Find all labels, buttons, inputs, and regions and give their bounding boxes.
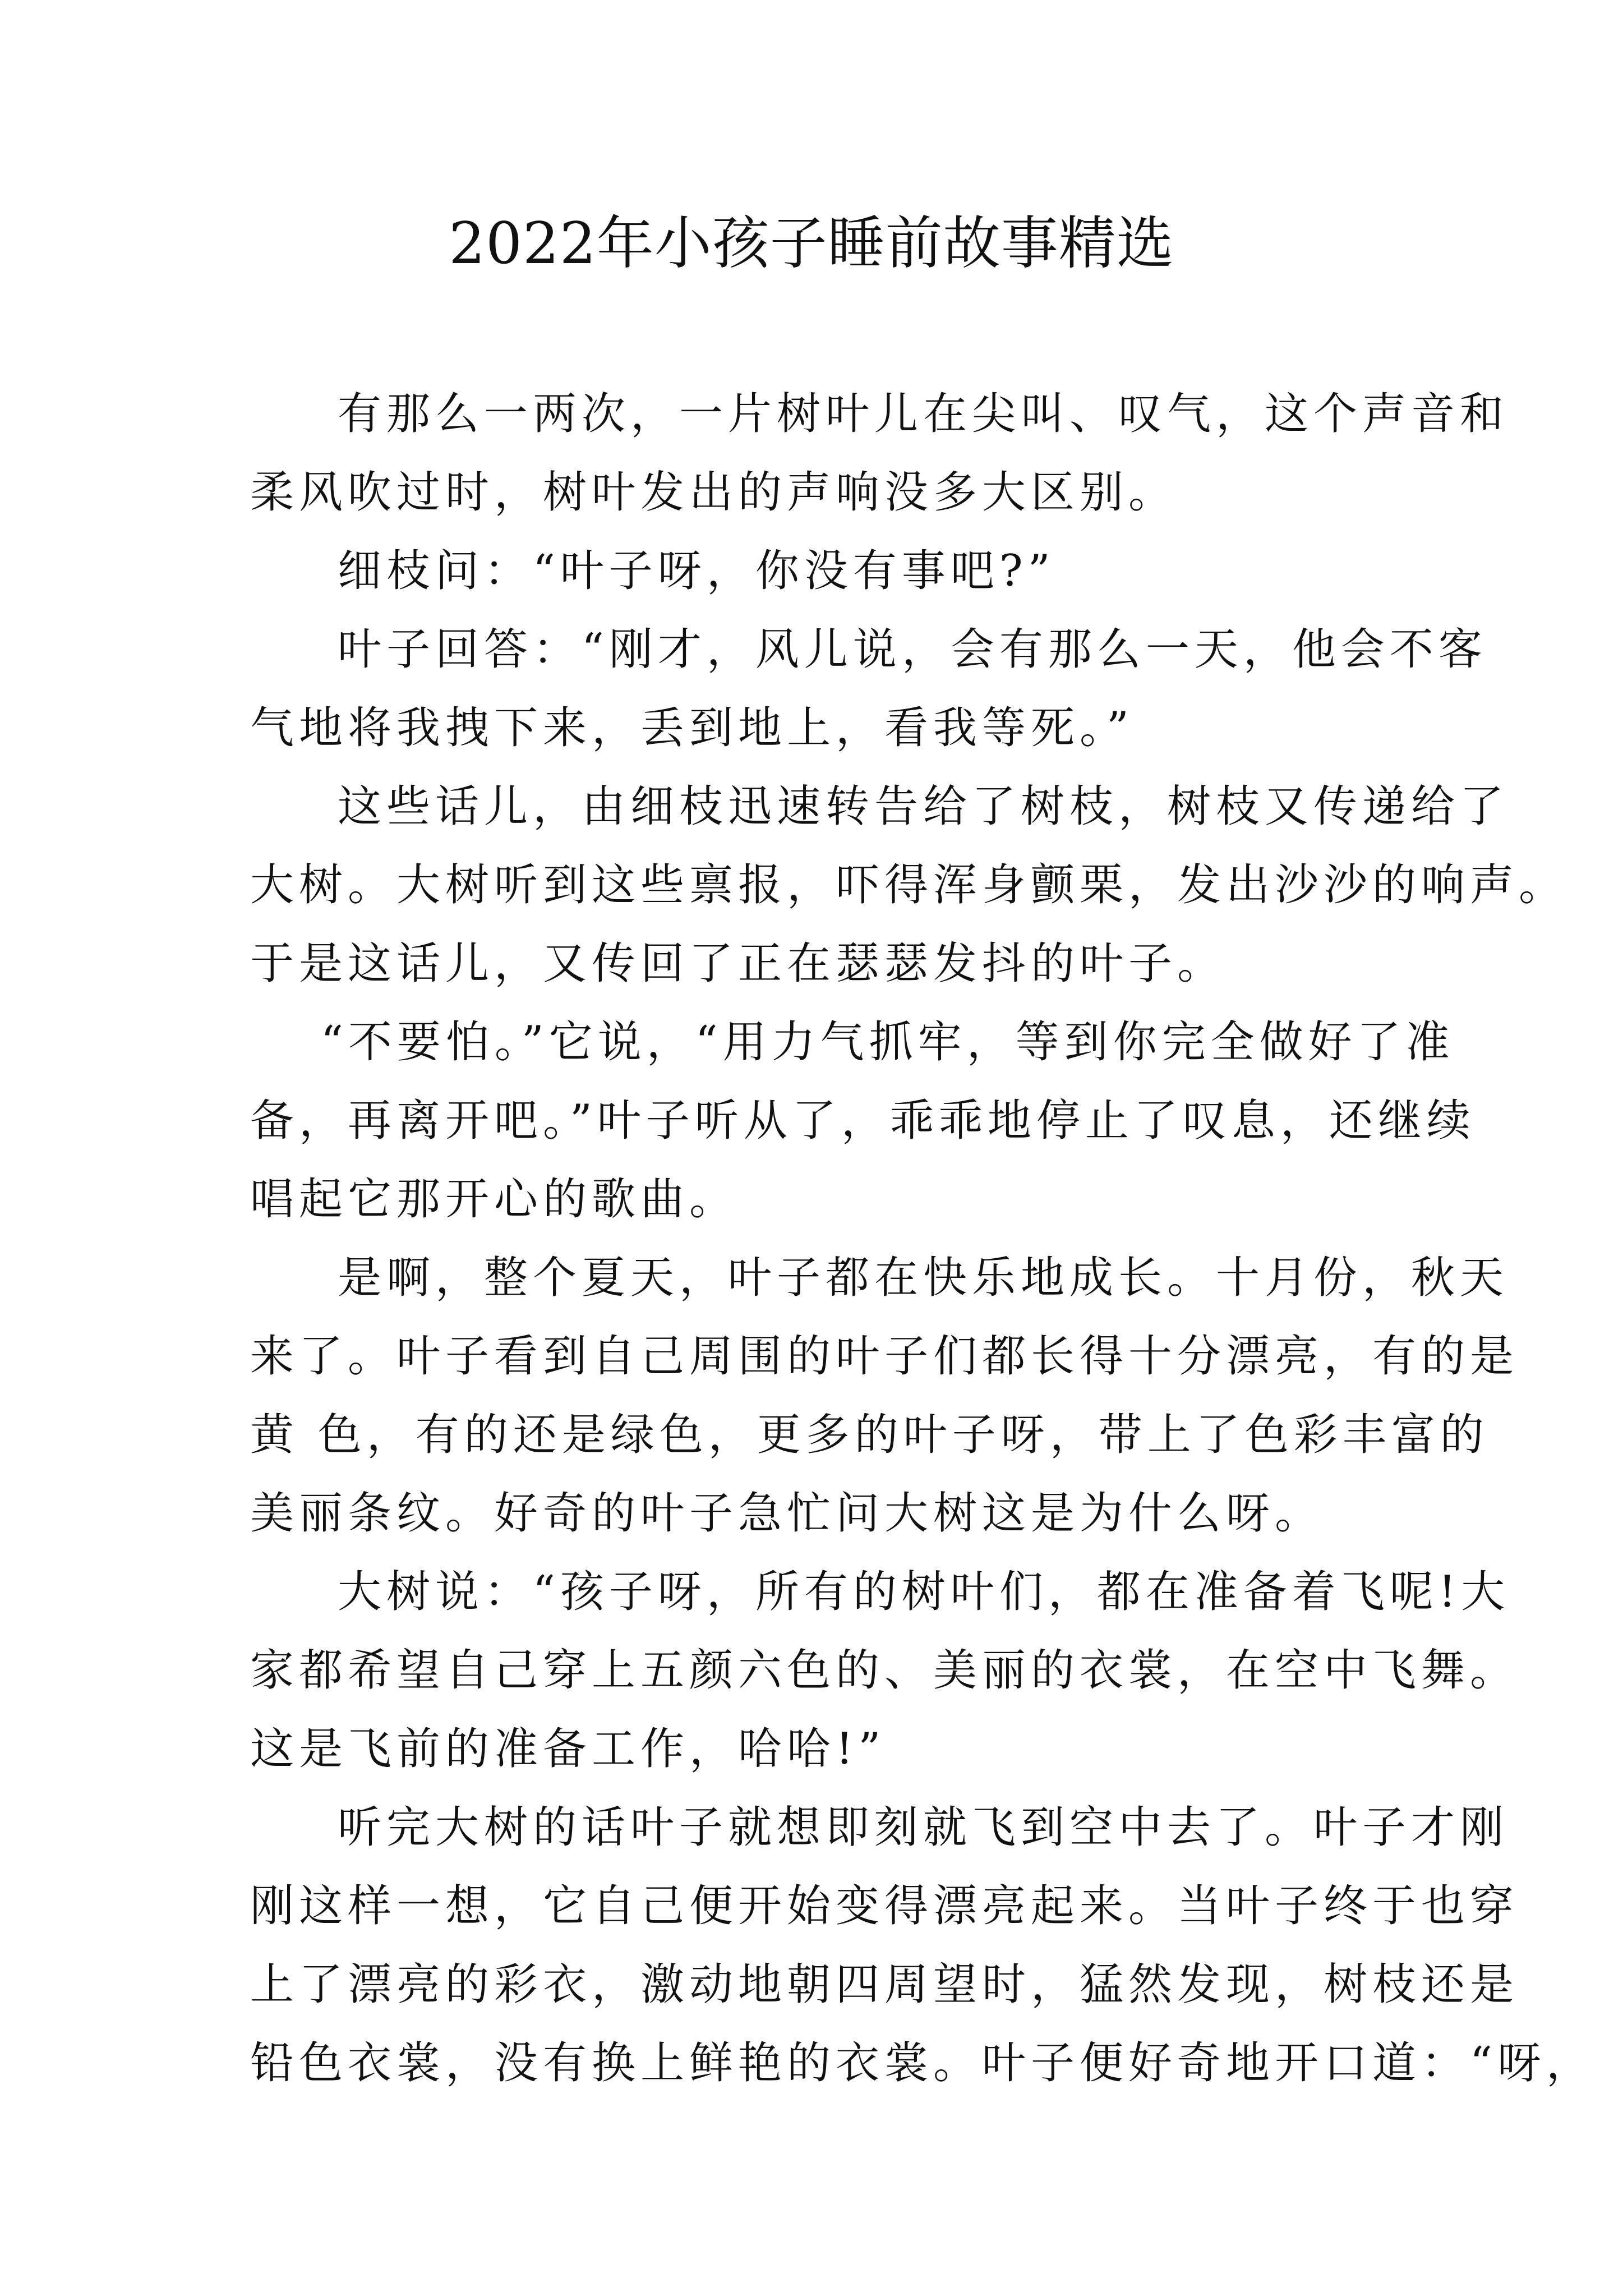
text-line: 大树。大树听到这些禀报，吓得浑身颤栗，发出沙沙的响声。 [250,860,1568,910]
text-line: “不要怕。”它说，“用力气抓牢，等到你完全做好了准 [321,1017,1455,1068]
text-line: 这是飞前的准备工作，哈哈!” [250,1724,886,1774]
text-line: 刚这样一想，它自己便开始变得漂亮起来。当叶子终于也穿 [250,1881,1519,1931]
text-line: 黄 色，有的还是绿色，更多的叶子呀，带上了色彩丰富的 [250,1410,1489,1460]
document-body [250,375,1595,2102]
text-line: 唱起它那开心的歌曲。 [250,1174,739,1225]
text-line: 是啊，整个夏天，叶子都在快乐地成长。十月份，秋天 [338,1253,1509,1303]
text-line: 叶子回答：“刚才，风儿说，会有那么一天，他会不客 [338,624,1487,675]
text-line: 美丽条纹。好奇的叶子急忙问大树这是为什么呀。 [250,1488,1324,1539]
text-line: 这些话儿，由细枝迅速转告给了树枝，树枝又传递给了 [338,781,1509,832]
text-line: 细枝问：“叶子呀，你没有事吧?” [338,546,1055,596]
text-line: 于是这话儿，又传回了正在瑟瑟发抖的叶子。 [250,938,1227,989]
text-line: 家都希望自己穿上五颜六色的、美丽的衣裳，在空中飞舞。 [250,1645,1519,1696]
text-line: 备，再离开吧。”叶子听从了，乖乖地停止了叹息，还继续 [250,1096,1476,1146]
text-line: 听完大树的话叶子就想即刻就飞到空中去了。叶子才刚 [338,1802,1509,1853]
text-line: 上了漂亮的彩衣，激动地朝四周望时，猛然发现，树枝还是 [250,1959,1519,2010]
text-line: 铅色衣裳，没有换上鲜艳的衣裳。叶子便好奇地开口道：“呀， [250,2038,1595,2088]
text-line: 来了。叶子看到自己周围的叶子们都长得十分漂亮，有的是 [250,1331,1519,1382]
text-line: 气地将我拽下来，丢到地上，看我等死。” [250,703,1134,753]
text-line: 柔风吹过时，树叶发出的声响没多大区别。 [250,467,1178,518]
document-title: 2022年小孩子睡前故事精选 [449,210,1174,277]
text-line: 有那么一两次，一片树叶儿在尖叫、叹气，这个声音和 [338,389,1509,439]
text-line: 大树说：“孩子呀，所有的树叶们，都在准备着飞呢!大 [338,1567,1510,1617]
